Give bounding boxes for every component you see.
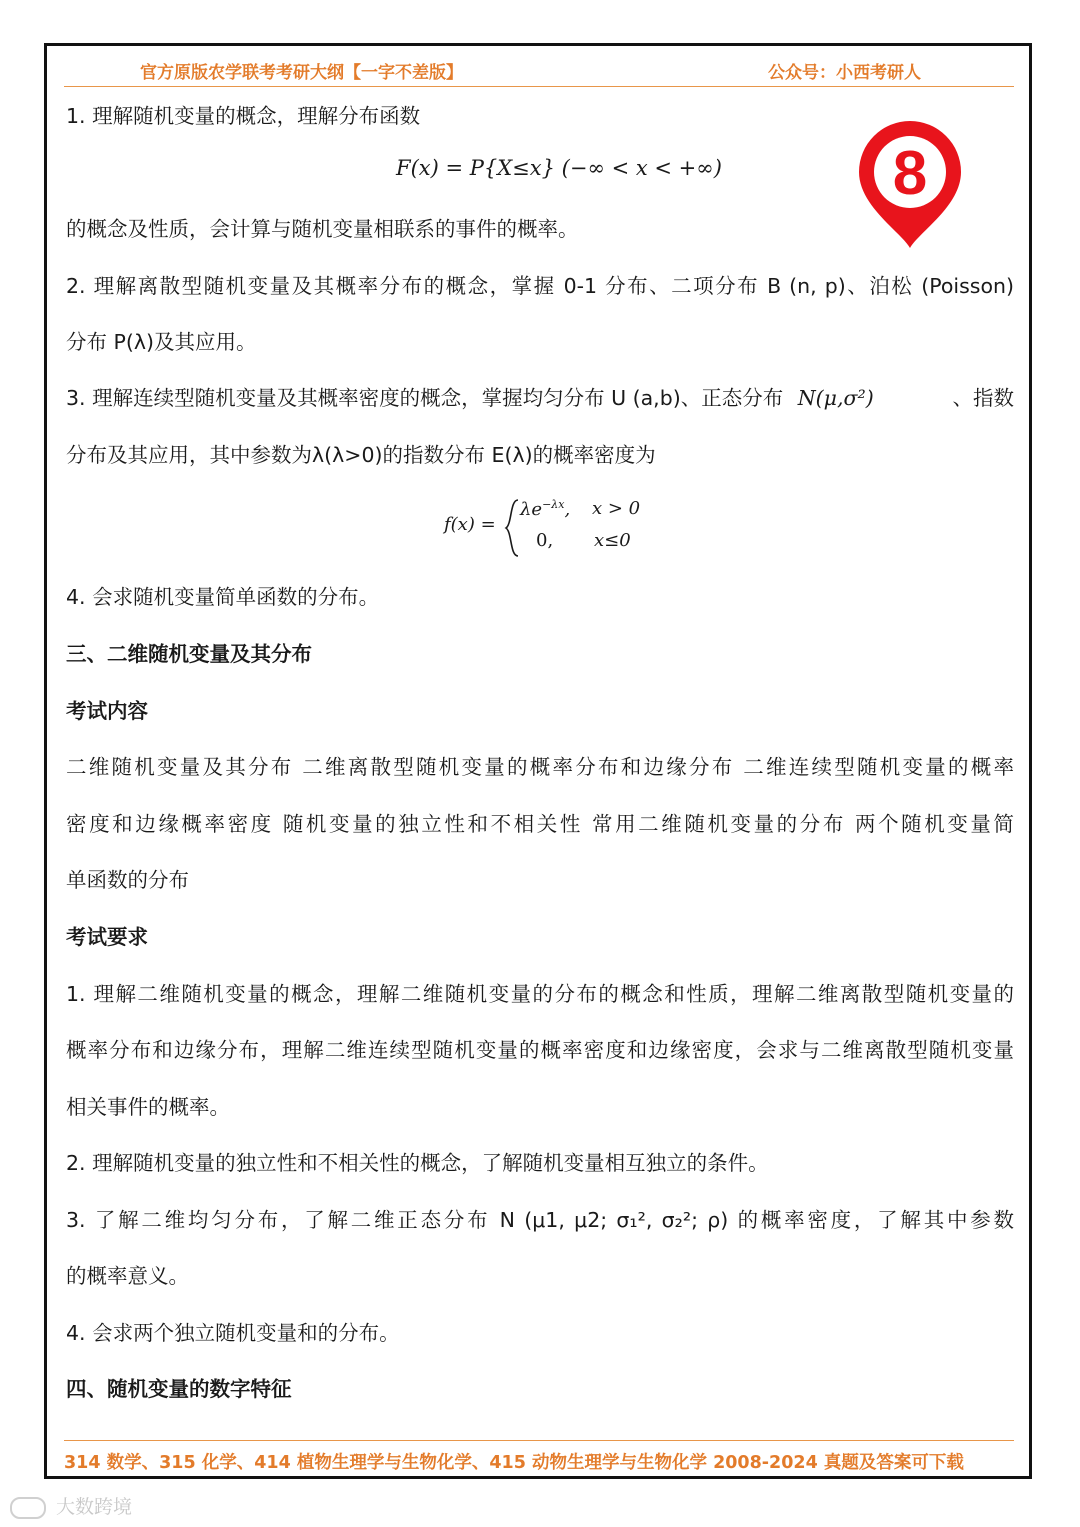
density-case1: $\lambda e^{-\lambda x}$,: [520, 498, 571, 520]
cdf-formula: F(x) = P{X≤x} (−∞ < x < +∞): [396, 156, 722, 180]
exam-content-heading: 考试内容: [66, 699, 148, 723]
section-3-heading: 三、二维随机变量及其分布: [66, 642, 312, 666]
content-line-1: 二维随机变量及其分布 二维离散型随机变量的概率分布和边缘分布 二维连续型随机变量的概率: [66, 755, 1014, 779]
normal-dist-formula: N(μ,σ²): [797, 386, 874, 410]
req-2-cont: 分布 P(λ)及其应用。: [66, 330, 257, 354]
req2d-4-line: 4. 会求两个独立随机变量和的分布。: [66, 1321, 400, 1345]
req2d-1-cont: 概率分布和边缘分布，理解二维连续型随机变量的概率密度和边缘密度，会求与二维离散型随机变量: [66, 1038, 1014, 1062]
req-2-line: 2. 理解离散型随机变量及其概率分布的概念，掌握 0-1 分布、二项分布 B (n, p)、泊松 (Poisson): [66, 274, 1014, 298]
section-4-heading: 四、随机变量的数字特征: [66, 1377, 292, 1401]
content-line-2: 密度和边缘概率密度 随机变量的独立性和不相关性 常用二维随机变量的分布 两个随机变量简: [66, 812, 1014, 836]
density-lhs: f(x) =: [444, 514, 496, 535]
req-1-line: 1. 理解随机变量的概念，理解分布函数: [66, 104, 421, 128]
exp-density-formula: [444, 496, 664, 560]
req2d-3-line: 3. 了解二维均匀分布，了解二维正态分布 N (μ1, μ2; σ₁², σ₂²; ρ) 的概率密度，了解其中参数: [66, 1208, 1014, 1232]
watermark: [10, 1492, 132, 1519]
footer-text: 314 数学、315 化学、414 植物生理学与生物化学、415 动物生理学与生物化学 2008-2024 真题及答案可下载: [64, 1453, 964, 1473]
density-case2: 0,: [536, 530, 554, 551]
req-3-text: 3. 理解连续型随机变量及其概率密度的概念，掌握均匀分布 U (a,b)、正态分布: [66, 386, 784, 410]
req-3-cont: 分布及其应用，其中参数为λ(λ>0)的指数分布 E(λ)的概率密度为: [66, 443, 656, 467]
page-header: [64, 56, 1014, 87]
req-3-tail: 、指数: [952, 386, 1014, 410]
req2d-1-end: 相关事件的概率。: [66, 1095, 230, 1119]
density-cond1: x > 0: [592, 498, 641, 519]
req-4-line: 4. 会求随机变量简单函数的分布。: [66, 585, 380, 609]
req2d-2-line: 2. 理解随机变量的独立性和不相关性的概念，了解随机变量相互独立的条件。: [66, 1151, 769, 1175]
req-1-cont: 的概念及性质，会计算与随机变量相联系的事件的概率。: [66, 217, 579, 241]
location-pin-icon: [855, 114, 965, 250]
req2d-3-cont: 的概率意义。: [66, 1264, 189, 1288]
exam-requirements-heading: 考试要求: [66, 925, 148, 949]
header-title: 官方原版农学联考考研大纲【一字不差版】: [140, 63, 463, 83]
watermark-logo-icon: [10, 1497, 46, 1519]
content-line-3: 单函数的分布: [66, 868, 189, 892]
density-cond2: x≤0: [594, 530, 631, 551]
header-account: 公众号：小西考研人: [768, 63, 921, 83]
badge-number: 8: [892, 139, 928, 208]
req-3-line: [66, 384, 1014, 412]
req2d-1-line: 1. 理解二维随机变量的概念，理解二维随机变量的分布的概念和性质，理解二维离散型随机变量的: [66, 982, 1014, 1006]
watermark-text: 大数跨境: [56, 1496, 133, 1518]
brace-icon: [504, 498, 520, 558]
page-footer: [64, 1440, 1014, 1473]
